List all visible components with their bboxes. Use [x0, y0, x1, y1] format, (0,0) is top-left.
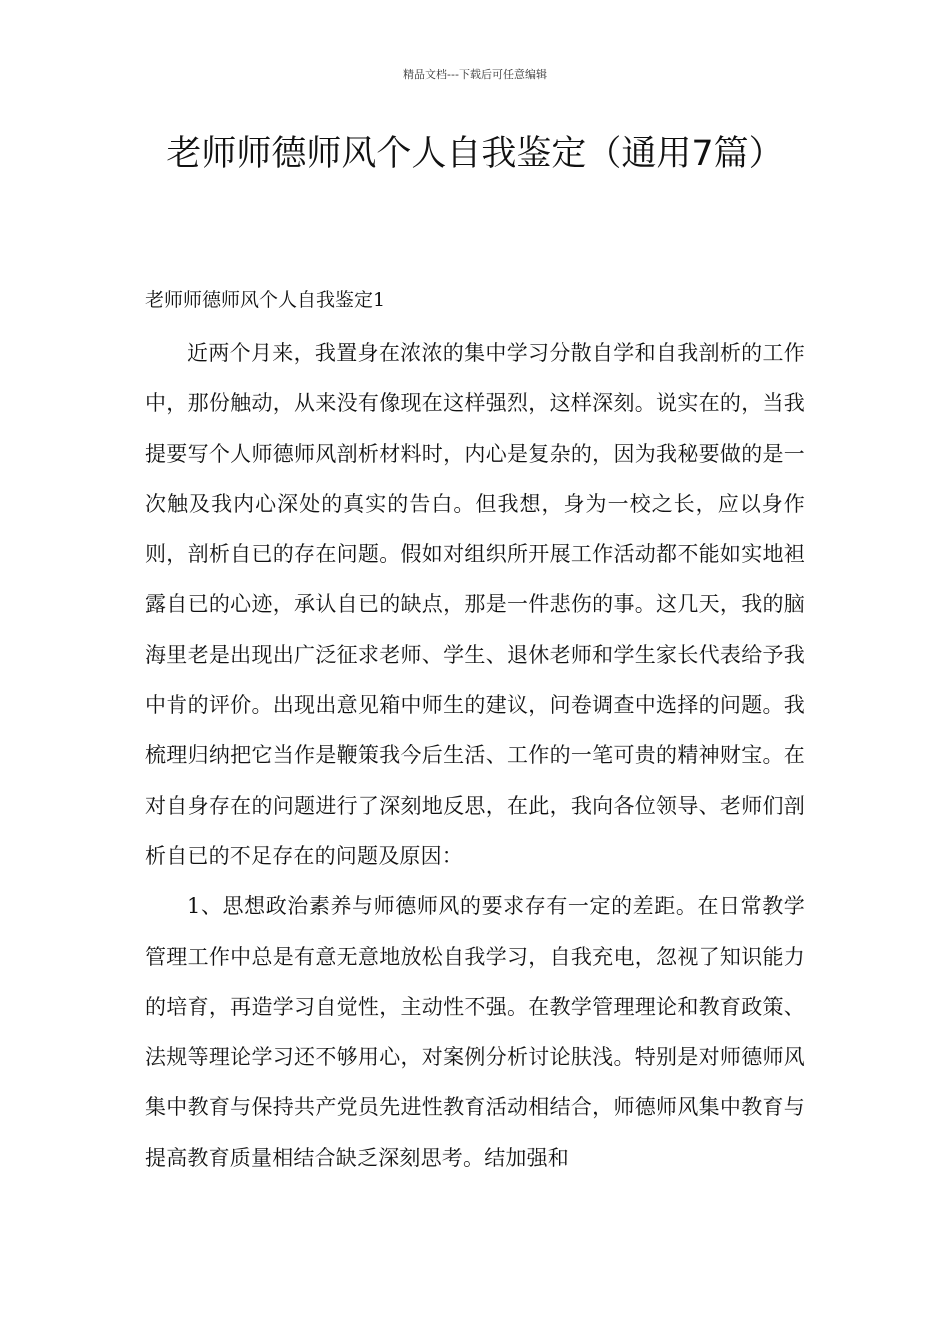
- paragraph-intro: 近两个月来，我置身在浓浓的集中学习分散自学和自我剖析的工作中，那份触动，从来没有像现在这样强烈，这样深刻。说实在的，当我提要写个人师德师风剖析材料时，内心是复杂的，因为我秘要做的是一次触及我内心深处的真实的告白。但我想，身为一校之长，应以身作则，剖析自已的存在问题。假如对组织所开展工作活动都不能如实地袒露自已的心迹，承认自已的缺点，那是一件悲伤的事。这几天，我的脑海里老是出现出广泛征求老师、学生、退休老师和学生家长代表给予我中肯的评价。出现出意见箱中师生的建议，问卷调查中选择的问题。我梳理归纳把它当作是鞭策我今后生活、工作的一笔可贵的精神财宝。在对自身存在的问题进行了深刻地反思，在此，我向各位领导、老师们剖析自已的不足存在的问题及原因：: [145, 341, 805, 868]
- body-text: [145, 328, 805, 1183]
- header-note: 精品文档---下载后可任意编辑: [403, 68, 547, 81]
- section-heading: 老师师德师风个人自我鉴定1: [145, 289, 386, 311]
- paragraph-point-1: 1、思想政治素养与师德师风的要求存有一定的差距。在日常教学管理工作中总是有意无意地放松自我学习，自我充电，忽视了知识能力的培育，再造学习自觉性，主动性不强。在教学管理理论和教育政策、法规等理论学习还不够用心，对案例分析讨论肤浅。特别是对师德师风集中教育与保持共产党员先进性教育活动相结合，师德师风集中教育与提高教育质量相结合缺乏深刻思考。结加强和: [145, 894, 805, 1170]
- document-title: 老师师德师风个人自我鉴定（通用7篇）: [166, 134, 784, 174]
